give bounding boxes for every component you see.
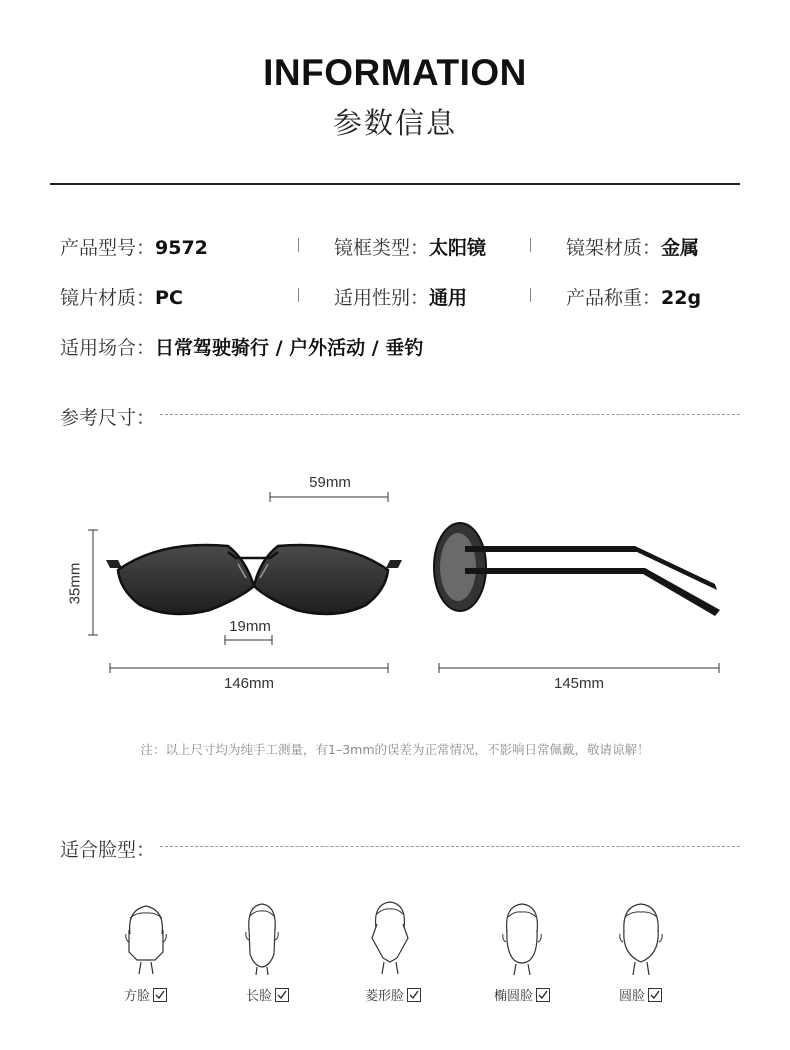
glasses-side-view [425,520,735,680]
size-section-label: 参考尺寸： [60,407,156,429]
spec-occasion [60,333,423,360]
spec-occasion-value: 日常驾驶骑行 / 户外活动 / 垂钓 [155,337,424,359]
header-divider [50,183,740,185]
face-item-long [246,985,289,1004]
glasses-front-view [60,460,420,700]
face-item-round [619,985,662,1004]
spec-gender-value: 通用 [429,287,468,309]
spec-frame-type-value: 太阳镜 [429,237,487,259]
face-item-diamond [365,985,421,1004]
spec-weight [566,283,701,310]
lens-height-label: 35mm [66,562,84,605]
face-item-oval [494,985,550,1004]
face-label-text: 长脸 [246,989,273,1004]
checkbox-checked-icon [536,988,550,1002]
spec-gender [334,283,467,310]
spec-separator [298,238,299,252]
spec-lens-material-value: PC [155,287,183,309]
checkbox-checked-icon [648,988,662,1002]
oval-face-icon [497,900,547,976]
face-label-text: 菱形脸 [365,989,405,1004]
spec-model [60,233,208,260]
size-section-dashed-line [160,414,740,415]
square-face-icon [121,900,171,976]
spec-model-key: 产品型号： [60,237,156,259]
spec-gender-key: 适用性别： [334,287,430,309]
face-section-label: 适合脸型： [60,839,156,861]
face-section-dashed-line [160,846,740,847]
spec-lens-material-key: 镜片材质： [60,287,156,309]
spec-separator [530,288,531,302]
checkbox-checked-icon [153,988,167,1002]
title-en: INFORMATION [263,52,527,93]
spec-frame-material-value: 金属 [661,237,700,259]
spec-frame-material-key: 镜架材质： [566,237,662,259]
total-width-label: 146mm [223,675,275,692]
temple-length-label: 145mm [553,675,605,692]
title-cn: 参数信息 [332,106,457,140]
spec-frame-material [566,233,699,260]
face-label-text: 方脸 [124,989,151,1004]
diamond-face-icon [365,898,415,976]
spec-weight-key: 产品称重： [566,287,662,309]
spec-frame-type-key: 镜框类型： [334,237,430,259]
round-face-icon [614,900,668,976]
bridge-width-label: 19mm [229,618,271,635]
spec-occasion-key: 适用场合： [60,337,156,359]
face-label-text: 椭圆脸 [494,989,534,1004]
long-face-icon [242,900,282,976]
spec-separator [530,238,531,252]
spec-separator [298,288,299,302]
checkbox-checked-icon [275,988,289,1002]
spec-model-value: 9572 [155,237,208,259]
spec-lens-material [60,283,183,310]
measurement-note: 注：以上尺寸均为纯手工测量，有1–3mm的误差为正常情况，不影响日常佩戴，敬请谅解！ [140,742,650,757]
lens-width-label: 59mm [309,474,351,491]
checkbox-checked-icon [407,988,421,1002]
face-label-text: 圆脸 [619,989,646,1004]
spec-weight-value: 22g [661,287,702,309]
spec-frame-type [334,233,486,260]
face-item-square [124,985,167,1004]
